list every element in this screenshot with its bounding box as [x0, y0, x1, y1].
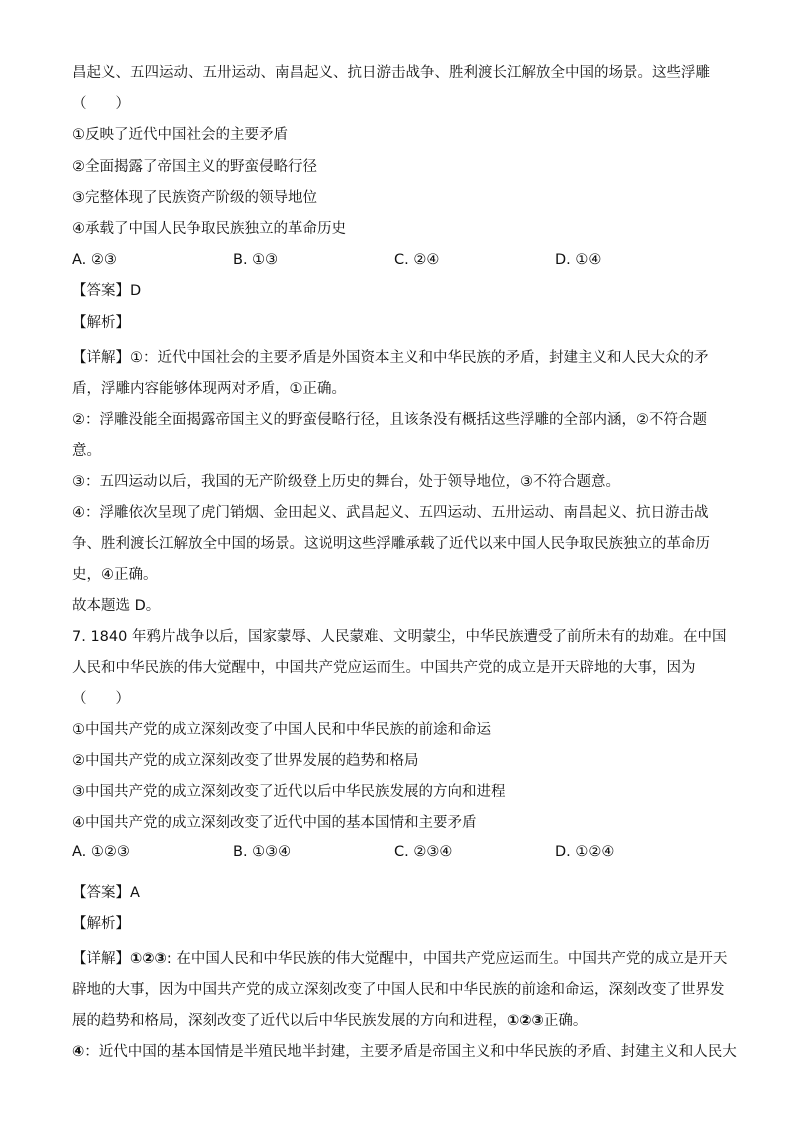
q7-detail-text: : 在中国人民和中华民族的伟大觉醒中，中国共产党应运而生。中国共产党的成立是开天辟地的大事，因为中国共产党的成立深刻改变了中国人民和中华民族的前途和命运，深刻改变了世界发展的趋势和格局，深刻改变了近代以后中华民族发展的方向和进程， — [72, 951, 728, 1030]
detail-paragraph-3: ③：五四运动以后，我国的无产阶级登上历史的舞台，处于领导地位，③不符合题意。 — [72, 473, 620, 490]
q7-detail-tail: 正确。 — [543, 1013, 588, 1030]
q7-choice-item-3: ③中国共产党的成立深刻改变了近代以后中华民族发展的方向和进程 — [72, 783, 506, 800]
q7-answer-label: 【答案】 — [72, 884, 130, 901]
detail-paragraph-2: ②：浮雕没能全面揭露帝国主义的野蛮侵略行径，且该条没有概括这些浮雕的全部内涵，②不符合题意。 — [72, 411, 707, 459]
spacer — [72, 872, 728, 882]
answer-label: 【答案】 — [72, 283, 130, 300]
q7-option-a: A. ①②③ — [72, 843, 130, 860]
choice-item-3: ③完整体现了民族资产阶级的领导地位 — [72, 189, 317, 206]
choice-item-1: ①反映了近代中国社会的主要矛盾 — [72, 127, 288, 144]
q7-detail-lead: ①②③ — [130, 951, 167, 968]
detail-paragraph-1 — [72, 343, 728, 405]
option-a: A. ②③ — [72, 252, 117, 269]
option-c: C. ②④ — [394, 252, 440, 269]
q7-detail-paragraph-1 — [72, 944, 728, 1037]
q7-options-row — [72, 841, 728, 863]
options-row — [72, 249, 728, 271]
answer-blank: （ ） — [72, 96, 130, 113]
question-stem: 昌起义、五四运动、五卅运动、南昌起义、抗日游击战争、胜利渡长江解放全中国的场景。这些浮雕 — [72, 65, 710, 81]
analysis-label: 【解析】 — [72, 314, 130, 331]
q7-choice-item-1: ①中国共产党的成立深刻改变了中国人民和中华民族的前途和命运 — [72, 721, 491, 738]
answer-line — [72, 280, 728, 302]
q7-detail-paragraph-2 — [72, 1037, 737, 1068]
q7-answer-value: A — [130, 884, 140, 901]
detail-paragraph-4: ④：浮雕依次呈现了虎门销烟、金田起义、武昌起义、五四运动、五卅运动、南昌起义、抗日游击战争、胜利渡长江解放全中国的场景。这说明这些浮雕承载了近代以来中国人民争取民族独立的革命历史，④正确。 — [72, 504, 710, 583]
question-7-stem: 7. 1840 年鸦片战争以后，国家蒙辱、人民蒙难、文明蒙尘，中华民族遭受了前所未有的劫难。在中国人民和中华民族的伟大觉醒中，中国共产党应运而生。中国共产党的成立是开天辟地的大事，因为（ ） — [72, 628, 727, 707]
detail-label: 【详解】 — [72, 349, 130, 366]
q7-choice-item-2: ②中国共产党的成立深刻改变了世界发展的趋势和格局 — [72, 752, 419, 769]
option-b: B. ①③ — [233, 252, 279, 269]
q7-detail-2-lead: ④ — [72, 1044, 85, 1061]
q7-detail-tail-lead: ①②③ — [507, 1013, 544, 1030]
q7-detail-2-text: ：近代中国的基本国情是半殖民地半封建，主要矛盾是帝国主义和中华民族的矛盾、封建主义和人民大 — [84, 1044, 737, 1061]
document-page — [72, 62, 737, 1068]
q7-analysis-label: 【解析】 — [72, 916, 130, 933]
q7-option-d: D. ①②④ — [555, 843, 615, 860]
q7-detail-label: 【详解】 — [72, 951, 130, 968]
choice-item-4: ④承载了中国人民争取民族独立的革命历史 — [72, 220, 346, 237]
detail-text: ①：近代中国社会的主要矛盾是外国资本主义和中华民族的矛盾，封建主义和人民大众的矛盾，浮雕内容能够体现两对矛盾，①正确。 — [72, 349, 709, 397]
q7-choice-item-4: ④中国共产党的成立深刻改变了近代中国的基本国情和主要矛盾 — [72, 814, 477, 831]
answer-value: D — [130, 283, 142, 300]
q7-answer-line — [72, 882, 728, 904]
q7-option-b: B. ①③④ — [233, 843, 292, 860]
choice-item-2: ②全面揭露了帝国主义的野蛮侵略行径 — [72, 158, 317, 175]
option-d: D. ①④ — [555, 252, 602, 269]
q7-option-c: C. ②③④ — [394, 843, 453, 860]
conclusion: 故本题选 D。 — [72, 597, 161, 614]
